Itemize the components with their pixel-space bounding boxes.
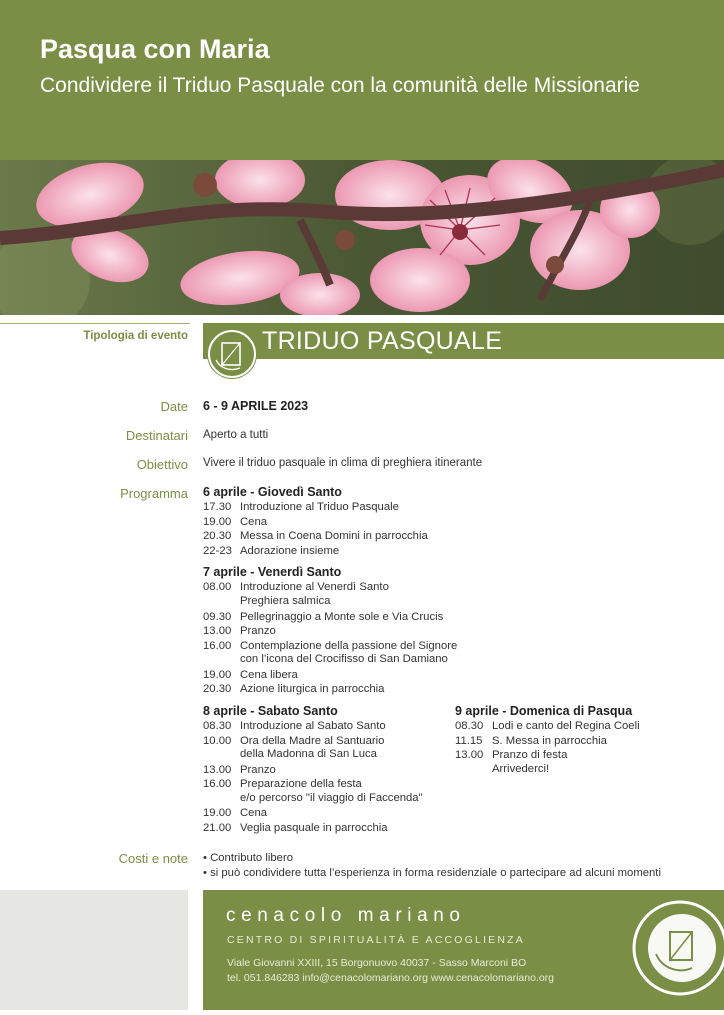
program-time: 09.30 bbox=[203, 610, 232, 623]
program-item bbox=[203, 806, 267, 821]
program-day-title: 7 aprile - Venerdì Santo bbox=[203, 565, 342, 579]
program-text: Azione liturgica in parrocchia bbox=[240, 683, 385, 695]
program-text-continued: della Madonna di San Luca bbox=[240, 748, 377, 760]
footer-address: Viale Giovanni XXIII, 15 Borgonuovo 40037 - Sasso Marconi BO bbox=[227, 957, 527, 969]
program-label: Programma bbox=[120, 486, 188, 501]
footer-tagline: CENTRO DI SPIRITUALITÀ E ACCOGLIENZA bbox=[227, 934, 525, 946]
audience-value: Aperto a tutti bbox=[203, 429, 269, 441]
program-item bbox=[203, 821, 388, 836]
program-time: 08.00 bbox=[203, 581, 232, 593]
program-text: Pranzo bbox=[240, 763, 276, 776]
footer-brand: cenacolo mariano bbox=[226, 905, 466, 926]
program-item bbox=[203, 515, 267, 530]
event-type-label: Tipologia di evento bbox=[83, 330, 188, 342]
program-item bbox=[203, 639, 457, 654]
date-label: Date bbox=[160, 399, 188, 414]
cenacolo-logo-icon bbox=[208, 330, 256, 378]
program-item bbox=[203, 529, 428, 544]
program-item bbox=[203, 580, 389, 595]
program-time: 08.30 bbox=[455, 720, 484, 732]
program-time: 19.00 bbox=[203, 515, 232, 528]
event-type-title: TRIDUO PASQUALE bbox=[262, 327, 503, 355]
program-text-continued: Arrivederci! bbox=[492, 762, 550, 775]
list-item bbox=[203, 866, 661, 881]
bullet-icon: • bbox=[203, 852, 211, 864]
page-title: Pasqua con Maria bbox=[40, 34, 270, 64]
program-text: Contemplazione della passione del Signore bbox=[240, 639, 458, 652]
program-text: Pranzo di festa bbox=[492, 749, 568, 761]
program-item bbox=[203, 610, 443, 625]
program-text: Introduzione al Triduo Pasquale bbox=[240, 501, 399, 513]
program-time: 16.00 bbox=[203, 778, 232, 790]
program-item bbox=[455, 734, 607, 749]
blossom-photo bbox=[0, 160, 724, 315]
bullet-icon: • bbox=[203, 866, 211, 879]
program-day-title: 6 aprile - Giovedì Santo bbox=[203, 485, 342, 499]
program-item bbox=[203, 734, 384, 749]
program-text-continued: Preghiera salmica bbox=[240, 595, 331, 607]
costs-note: Contributo libero bbox=[210, 852, 293, 864]
program-time: 13.00 bbox=[455, 749, 484, 761]
program-item bbox=[203, 719, 386, 734]
program-text: Cena bbox=[240, 515, 268, 528]
program-text: Cena libera bbox=[240, 668, 298, 681]
program-item bbox=[203, 777, 362, 792]
program-text-continued: e/o percorso "il viaggio di Faccenda" bbox=[240, 791, 423, 804]
program-text: Adorazione insieme bbox=[240, 544, 340, 557]
program-text: Introduzione al Venerdì Santo bbox=[240, 581, 389, 593]
program-text: Introduzione al Sabato Santo bbox=[240, 720, 386, 732]
program-text: Veglia pasquale in parrocchia bbox=[240, 821, 388, 834]
program-item bbox=[203, 500, 399, 515]
goal-label: Obiettivo bbox=[136, 457, 188, 472]
header-band bbox=[0, 0, 724, 160]
footer-contacts: tel. 051.846283 info@cenacolomariano.org www.cenacolomariano.org bbox=[227, 972, 555, 984]
program-time: 20.30 bbox=[203, 530, 232, 543]
program-time: 19.00 bbox=[203, 668, 232, 681]
program-item bbox=[203, 763, 276, 778]
costs-note: si può condividere tutta l’esperienza in forma residenziale o partecipare ad alcuni momenti bbox=[210, 866, 661, 879]
program-day-title: 9 aprile - Domenica di Pasqua bbox=[455, 704, 633, 718]
program-time: 22-23 bbox=[203, 544, 232, 557]
program-day-title: 8 aprile - Sabato Santo bbox=[203, 704, 338, 718]
page-subtitle: Condividere il Triduo Pasquale con la comunità delle Missionarie bbox=[40, 74, 640, 97]
costs-label: Costi e note bbox=[118, 851, 188, 866]
program-time: 08.30 bbox=[203, 720, 232, 732]
program-text: Pranzo bbox=[240, 625, 276, 637]
program-item bbox=[455, 719, 640, 734]
program-time: 16.00 bbox=[203, 639, 232, 652]
program-item bbox=[203, 624, 276, 639]
section-divider bbox=[0, 323, 190, 324]
footer-logo-icon bbox=[630, 890, 724, 1015]
program-text: Cena bbox=[240, 807, 268, 819]
program-item bbox=[203, 682, 384, 697]
date-value: 6 - 9 APRILE 2023 bbox=[203, 399, 309, 413]
audience-label: Destinatari bbox=[125, 428, 188, 443]
goal-value: Vivere il triduo pasquale in clima di preghiera itinerante bbox=[203, 457, 483, 469]
program-text: Preparazione della festa bbox=[240, 778, 362, 790]
program-text: S. Messa in parrocchia bbox=[492, 734, 607, 747]
footer-left-panel bbox=[0, 890, 188, 1010]
program-item bbox=[203, 668, 298, 683]
list-item bbox=[203, 851, 661, 866]
program-item bbox=[455, 748, 567, 763]
program-time: 17.30 bbox=[203, 501, 232, 513]
program-time: 11.15 bbox=[455, 734, 483, 747]
program-text: Lodi e canto del Regina Coeli bbox=[492, 720, 640, 732]
program-text: Ora della Madre al Santuario bbox=[240, 734, 385, 747]
program-time: 19.00 bbox=[203, 807, 232, 819]
program-time: 10.00 bbox=[203, 734, 232, 747]
program-time: 21.00 bbox=[203, 821, 232, 834]
program-time: 13.00 bbox=[203, 763, 232, 776]
program-time: 13.00 bbox=[203, 625, 232, 637]
program-item bbox=[203, 544, 339, 559]
program-text: Messa in Coena Domini in parrocchia bbox=[240, 530, 428, 543]
program-text: Pellegrinaggio a Monte sole e Via Crucis bbox=[240, 610, 444, 623]
program-text-continued: con l’icona del Crocifisso di San Damiano bbox=[240, 653, 448, 665]
program-time: 20.30 bbox=[203, 683, 232, 695]
costs-notes bbox=[203, 851, 661, 880]
